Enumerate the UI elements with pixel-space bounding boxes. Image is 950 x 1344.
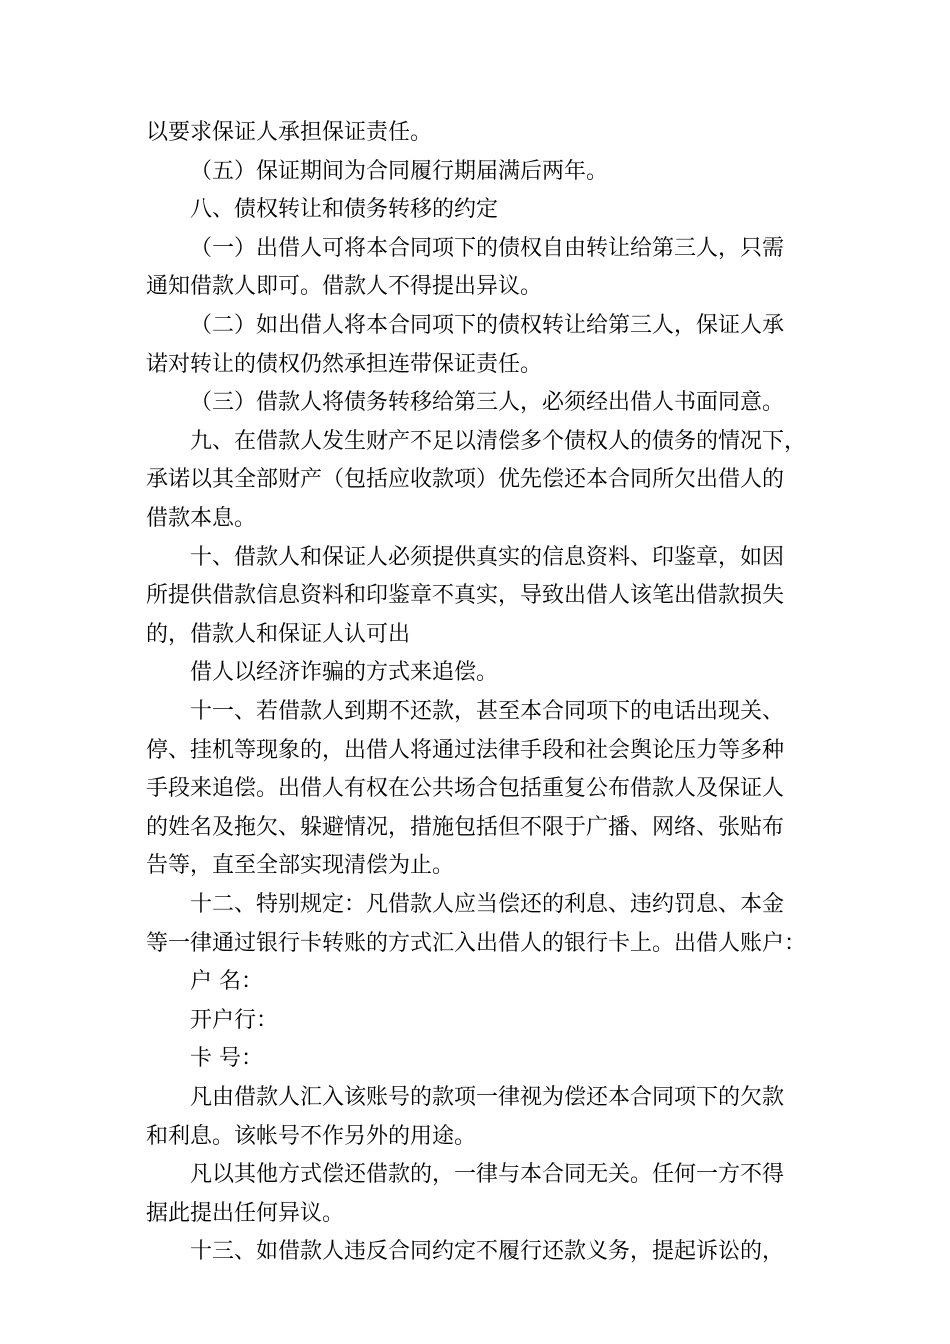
text-line: 据此提出任何异议。 — [146, 1201, 345, 1226]
text-line: 承诺以其全部财产（包括应收款项）优先偿还本合同所欠出借人的 — [146, 467, 785, 492]
text-line: （五）保证期间为合同履行期届满后两年。 — [190, 159, 609, 184]
text-line: 告等，直至全部实现清偿为止。 — [146, 853, 455, 878]
text-line: 八、债权转让和债务转移的约定 — [190, 197, 499, 222]
text-line: 十、借款人和保证人必须提供真实的信息资料、印鉴章，如因 — [190, 545, 785, 570]
text-line: 的姓名及拖欠、躲避情况，措施包括但不限于广播、网络、张贴布 — [146, 815, 785, 840]
text-line: （三）借款人将债务转移给第三人，必须经出借人书面同意。 — [190, 390, 785, 415]
text-line: 户 名： — [190, 969, 263, 994]
text-line: 借款本息。 — [146, 506, 257, 531]
text-line: 停、挂机等现象的，出借人将通过法律手段和社会舆论压力等多种 — [146, 738, 785, 763]
text-line: 凡以其他方式偿还借款的，一律与本合同无关。任何一方不得 — [190, 1162, 785, 1187]
text-line: 凡由借款人汇入该账号的款项一律视为偿还本合同项下的欠款 — [190, 1085, 785, 1110]
text-line: 十二、特别规定：凡借款人应当偿还的利息、违约罚息、本金 — [190, 892, 785, 917]
text-line: （一）出借人可将本合同项下的债权自由转让给第三人，只需 — [190, 236, 785, 261]
text-line: 十三、如借款人违反合同约定不履行还款义务，提起诉讼的， — [190, 1239, 785, 1264]
text-line: 十一、若借款人到期不还款，甚至本合同项下的电话出现关、 — [190, 699, 785, 724]
text-line: 的，借款人和保证人认可出 — [146, 622, 411, 647]
text-line: 手段来追偿。出借人有权在公共场合包括重复公布借款人及保证人 — [146, 776, 785, 801]
text-line: 和利息。该帐号不作另外的用途。 — [146, 1124, 477, 1149]
text-line: 借人以经济诈骗的方式来追偿。 — [190, 660, 499, 685]
text-line: （二）如出借人将本合同项下的债权转让给第三人，保证人承 — [190, 313, 785, 338]
text-line: 开户行： — [190, 1008, 279, 1033]
text-line: 所提供借款信息资料和印鉴章不真实，导致出借人该笔出借款损失 — [146, 583, 785, 608]
text-line: 九、在借款人发生财产不足以清偿多个债权人的债务的情况下， — [190, 429, 807, 454]
text-line: 等一律通过银行卡转账的方式汇入出借人的银行卡上。出借人账户： — [146, 931, 807, 956]
text-line: 通知借款人即可。借款人不得提出异议。 — [146, 274, 543, 299]
text-line: 以要求保证人承担保证责任。 — [146, 120, 433, 145]
text-line: 卡 号： — [190, 1046, 263, 1071]
text-line: 诺对转让的债权仍然承担连带保证责任。 — [146, 352, 543, 377]
